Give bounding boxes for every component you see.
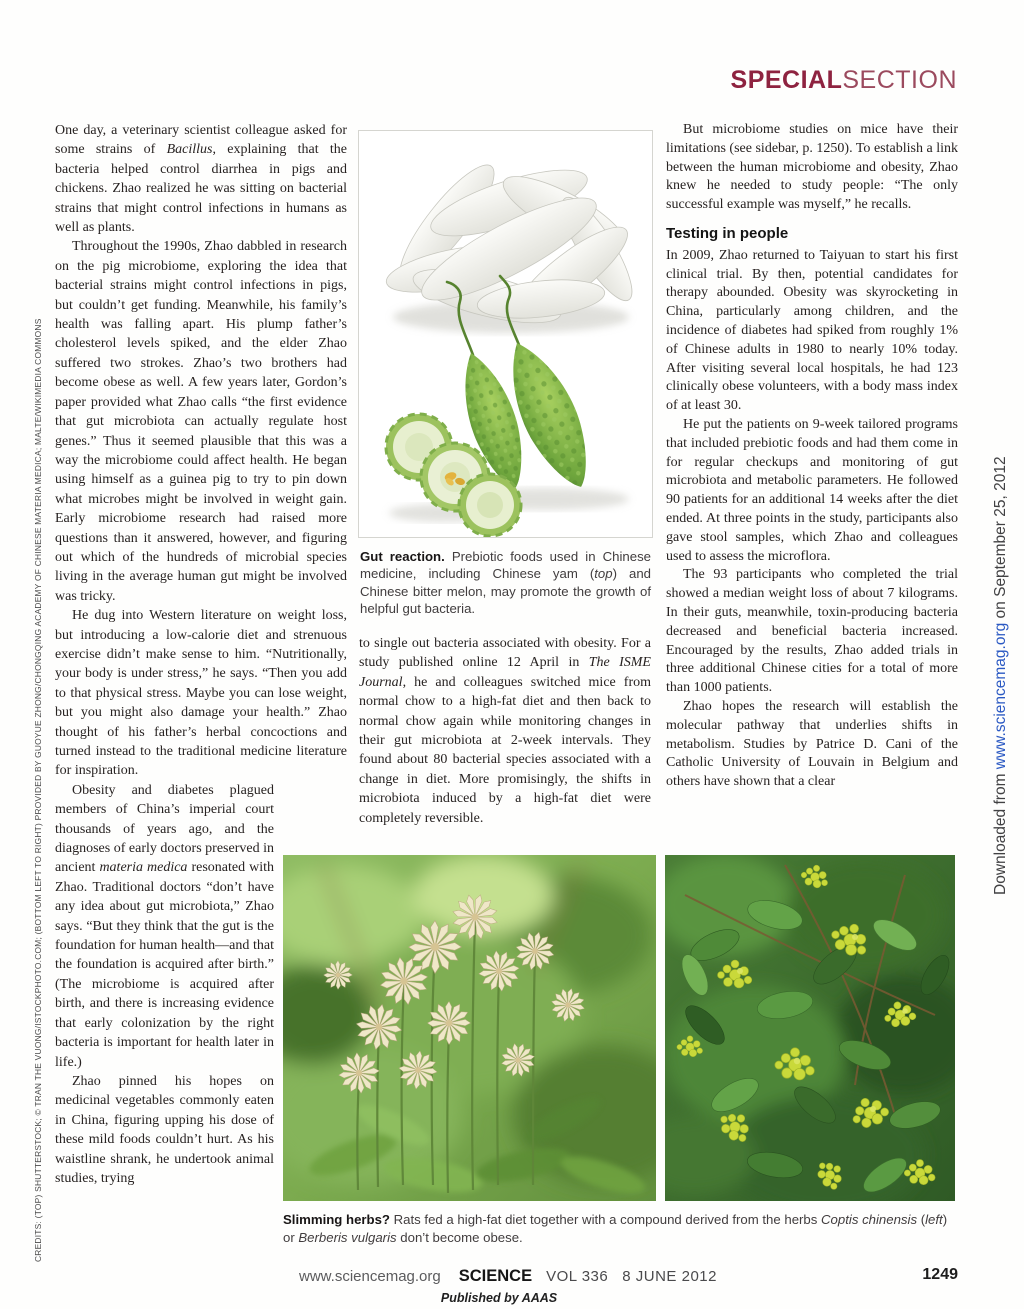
footer-url: www.sciencemag.org	[299, 1268, 441, 1285]
paragraph: Obesity and diabetes plagued members of China’s imperial court thousands of years ago, and the diagnoses of early doctors preserved in ancient materia medica resonated with Zhao. Traditional doctors “don’t have any idea about gut microbiota,” Zhao says. “But they think that the gut is the foundation for human health—and that the foundation is acquired after birth.” (The microbiome is acquired after birth, and there is increasing evidence that early colonization by the right bacteria is important for health later in life.)	[55, 782, 274, 1070]
download-suffix: on September 25, 2012	[992, 456, 1009, 623]
paragraph: But microbiome studies on mice have their limitations (see sidebar, p. 1250). To establish a link between the human microbiome and obesity, Zhao knew he needed to study people: “The only successful example was myself,” he recalls.	[666, 122, 958, 213]
coptis-chinensis-photo	[283, 855, 656, 1201]
caption-lead: Gut reaction.	[360, 549, 445, 564]
paragraph: One day, a veterinary scientist colleague asked for some strains of Bacillus, explaining that the bacteria helped control diarrhea in pigs and chickens. Zhao realized he was sitting on bacterial strains that might control infections in humans as well as plants.	[55, 123, 347, 236]
paragraph: In 2009, Zhao returned to Taiyuan to start his first clinical trial. By then, potential candidates for therapy abounded. Obesity was skyrocketing in China, particularly among children, and the incidence of diabetes had spiked from roughly 1% of Chinese adults in 1980 to nearly 10% today. After visiting several local hospitals, he had 123 clinically obese volunteers, with a body mass index of at least 30.	[666, 247, 958, 414]
column-right-body	[666, 247, 958, 792]
footer-date: 8 JUNE 2012	[622, 1268, 717, 1285]
column-left-bottom	[55, 781, 274, 1189]
testing-in-people-heading: Testing in people	[666, 224, 789, 242]
footer	[299, 1267, 717, 1286]
paragraph: The 93 participants who completed the trial showed a median weight loss of about 7 kilograms. In their guts, meanwhile, toxin-producing bacteria decreased and beneficial bacteria increased. Encouraged by the results, Zhao added trials in three additional Chinese cities for a total of more than 1000 patients.	[666, 567, 958, 696]
page-number: 1249	[922, 1266, 958, 1283]
paragraph: Zhao pinned his hopes on medicinal vegetables commonly eaten in China, figuring upping his dose of these mild foods couldn’t hurt. As his waistline shrank, he undertook animal studies, trying	[55, 1073, 274, 1186]
download-prefix: Downloaded from	[992, 769, 1009, 895]
yam-bitter-melon-photo	[358, 130, 653, 538]
sciencemag-link[interactable]: www.sciencemag.org	[992, 622, 1009, 770]
berberis-illustration	[665, 855, 955, 1201]
column-middle-body	[359, 634, 651, 828]
column-left-top	[55, 121, 347, 781]
published-by: Published by AAAS	[440, 1291, 558, 1305]
footer-journal-name: SCIENCE	[458, 1267, 533, 1285]
yam-bitter-melon-illustration	[359, 131, 652, 537]
column-right	[666, 121, 958, 857]
section-label-light: SECTION	[842, 66, 957, 94]
paragraph: He put the patients on 9-week tailored programs that included prebiotic foods and had them come in for regular checkups and monitoring of gut microbiota and metabolic parameters. He followed 90 patients for an additional 14 weeks after the diet ended. At three points in the study, participants also gave stool samples, which Zhao and colleagues used to assess the microflora.	[666, 416, 958, 564]
footer-volume: VOL 336	[546, 1268, 609, 1285]
coptis-illustration	[283, 855, 656, 1201]
download-banner-vertical	[992, 456, 1010, 895]
photo-credits-vertical: CREDITS: (TOP) SHUTTERSTOCK; © TRAN THE VUONG/ISTOCKPHOTO.COM; (BOTTOM LEFT TO RIGHT) PROVIDED BY GUOYUE ZHONG/CHONGQING ACADEMY OF CHINESE MATERIA MEDICA; MALTE/WIKIMEDIA COMMONS	[33, 318, 43, 1262]
paragraph: to single out bacteria associated with obesity. For a study published online 12 April in The ISME Journal, he and colleagues switched mice from normal chow to a high-fat diet and then back to normal chow again while monitoring changes in their gut microbiota at 2-week intervals. They found about 80 bacterial species associated with a change in diet. More promisingly, the shifts in microbiota induced by a high-fat diet were completely reversible.	[359, 636, 651, 826]
section-label-bold: SPECIAL	[730, 66, 843, 94]
caption-text: Rats fed a high-fat diet together with a compound derived from the herbs Coptis chinensis (left) or Berberis vulgaris don’t become obese.	[283, 1212, 948, 1245]
caption-lead: Slimming herbs?	[283, 1212, 390, 1227]
gut-reaction-caption	[360, 548, 651, 618]
paragraph: Zhao hopes the research will establish the molecular pathway that underlies shifts in metabolism. Studies by Patrice D. Cani of the Catholic University of Louvain in Belgium and others have shown that a clear	[666, 698, 958, 790]
slimming-herbs-caption	[283, 1211, 960, 1246]
column-right-intro	[666, 121, 958, 215]
caption-text: Prebiotic foods used in Chinese medicine, including Chinese yam (top) and Chinese bitter melon, may promote the growth of helpful gut bacteria.	[360, 549, 652, 617]
berberis-vulgaris-photo	[665, 855, 955, 1201]
paragraph: He dug into Western literature on weight loss, but introducing a low-calorie diet and strenuous exercise didn’t make sense to him. “Nutritionally, your body is under stress,” he says. “Then you add to that physical stress. Maybe you can lose weight, but you might also damage your health.” Zhao thought of his father’s herbal concoctions and turned instead to the traditional medicine literature for inspiration.	[55, 608, 347, 779]
special-section-header	[731, 66, 957, 95]
paragraph: Throughout the 1990s, Zhao dabbled in research on the pig microbiome, exploring the idea that bacterial strains might control infections in pigs, but couldn’t get funding. Meanwhile, his family’s health was falling apart. His plump father’s cholesterol levels spiked, and the elder Zhao suffered two strokes. Zhao’s two brothers had become obese as well. A few years later, Gordon’s paper provided what Zhao calls “the first evidence that gut microbiota can actually regulate host genes.” Thus it seemed plausible that this was a way the microbiome could affect health. He began using himself as a guinea pig to try to pin down what microbes might be involved in weight gain. Early microbiome research had raised more questions than it answered, however, and figuring out which of the hundreds of microbial species living in the average human gut might be involved was tricky.	[55, 239, 347, 604]
